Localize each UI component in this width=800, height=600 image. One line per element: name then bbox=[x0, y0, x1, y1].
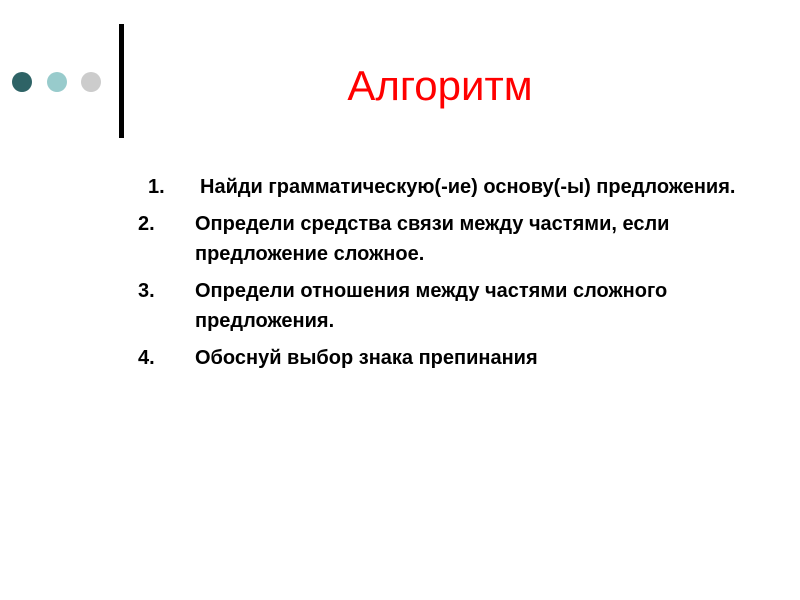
slide-title: Алгоритм bbox=[347, 62, 533, 109]
list-item bbox=[138, 172, 748, 202]
list-item-text: Определи средства связи между частями, если предложение сложное. bbox=[195, 213, 670, 265]
list-item-text: Определи отношения между частями сложного предложения. bbox=[195, 280, 668, 332]
algorithm-list bbox=[138, 172, 748, 380]
list-item-number: 3. bbox=[138, 280, 155, 302]
list-item-text: Обоснуй выбор знака препинания bbox=[195, 347, 538, 369]
decorative-dot-dark-teal bbox=[12, 72, 32, 92]
decorative-dot-gray bbox=[81, 72, 101, 92]
list-item-number: 2. bbox=[138, 213, 155, 235]
list-item bbox=[138, 276, 748, 336]
list-item-number: 4. bbox=[138, 347, 155, 369]
list-item-text: Найди грамматическую(-ие) основу(-ы) предложения. bbox=[200, 176, 736, 198]
vertical-divider bbox=[119, 24, 124, 138]
list-item bbox=[138, 343, 748, 373]
list-item-number: 1. bbox=[148, 176, 165, 198]
decorative-dot-light-teal bbox=[47, 72, 67, 92]
list-item bbox=[138, 209, 748, 269]
